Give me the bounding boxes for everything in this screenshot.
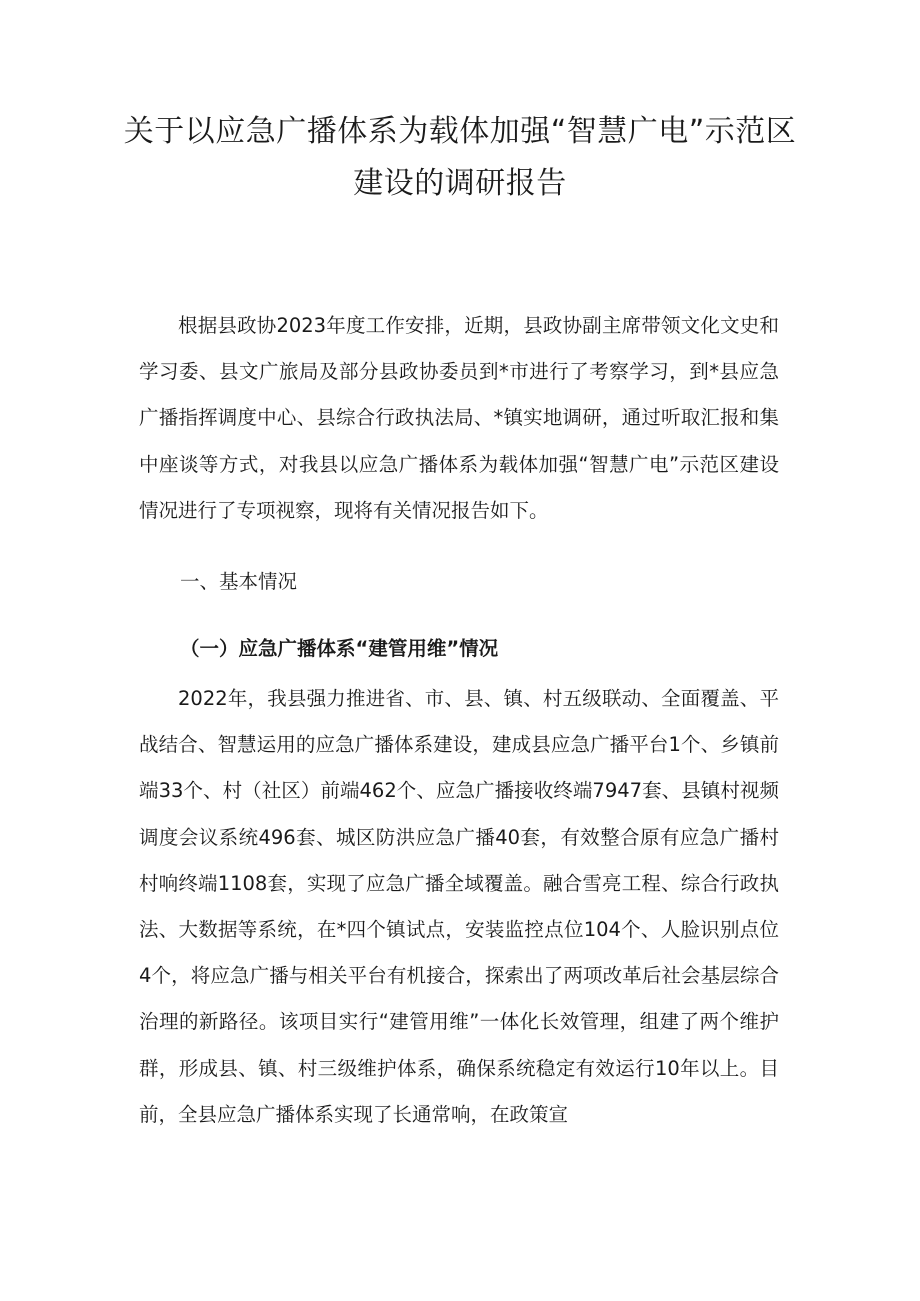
subsection-heading-emergency-broadcast: （一）应急广播体系“建管用维”情况 bbox=[180, 637, 499, 660]
title-line-1: 关于以应急广播体系为载体加强“智慧广电”示范区 bbox=[123, 114, 797, 149]
body-paragraph: 2022年，我县强力推进省、市、县、镇、村五级联动、全面覆盖、平战结合、智慧运用的应急广播体系建设，建成县应急广播平台1个、乡镇前端33个、村（社区）前端462个、应急广播接收终端7947套、县镇村视频调度会议系统496套、城区防洪应急广播40套，有效整合原有应急广播村村响终端1108套，实现了应急广播全域覆盖。融合雪亮工程、综合行政执法、大数据等系统，在*四个镇试点，安装监控点位104个、人脸识别点位4个，将应急广播与相关平台有机接合，探索出了两项改革后社会基层综合治理的新路径。该项目实行“建管用维”一体化长效管理，组建了两个维护群，形成县、镇、村三级维护体系，确保系统稳定有效运行10年以上。目前，全县应急广播体系实现了长通常响，在政策宣 bbox=[139, 687, 779, 1126]
title-line-2: 建设的调研报告 bbox=[353, 166, 567, 201]
section-heading-basic-situation: 一、基本情况 bbox=[180, 570, 298, 593]
document-title bbox=[100, 106, 820, 210]
intro-paragraph: 根据县政协2023年度工作安排，近期，县政协副主席带领文化文史和学习委、县文广旅局及部分县政协委员到*市进行了考察学习，到*县应急广播指挥调度中心、县综合行政执法局、*镇实地调研，通过听取汇报和集中座谈等方式，对我县以应急广播体系为载体加强“智慧广电”示范区建设情况进行了专项视察，现将有关情况报告如下。 bbox=[139, 314, 779, 522]
